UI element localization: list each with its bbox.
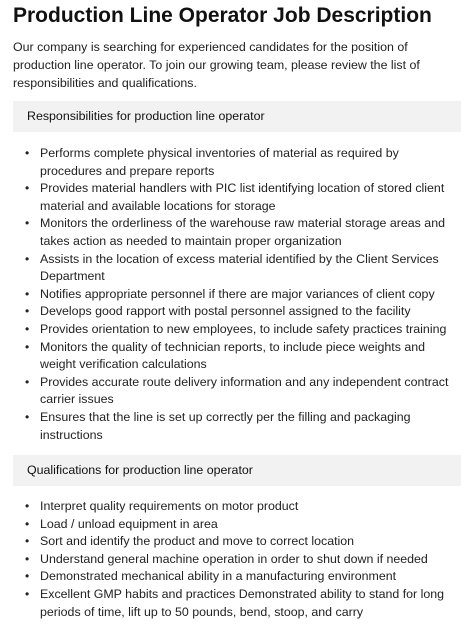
list-item <box>13 551 461 569</box>
bullet-icon: • <box>25 286 30 301</box>
list-item-text: Notifies appropriate personnel if there are major variances of client copy <box>40 286 435 301</box>
list-item-text: Ensures that the line is set up correctly per the filling and packaging instructions <box>40 409 411 442</box>
list-item-text: Provides orientation to new employees, to include safety practices training <box>40 321 447 336</box>
bullet-icon: • <box>25 339 30 354</box>
list-item-text: Demonstrated mechanical ability in a manufacturing environment <box>40 569 397 584</box>
list-item <box>13 145 461 180</box>
list-item <box>13 215 461 250</box>
list-item-text: Excellent GMP habits and practices Demonstrated ability to stand for long periods of time, lift up to 50 pounds, bend, stoop, and carry <box>40 586 445 619</box>
list-item <box>13 516 461 534</box>
list-item-text: Develops good rapport with postal personnel assigned to the facility <box>40 304 411 319</box>
list-item-text: Monitors the quality of technician reports, to include piece weights and weight verification calculations <box>40 339 426 372</box>
list-item-text: Load / unload equipment in area <box>40 516 218 531</box>
bullet-icon: • <box>25 586 30 601</box>
list-item <box>13 321 461 339</box>
bullet-icon: • <box>25 304 30 319</box>
list-item <box>13 303 461 321</box>
bullet-icon: • <box>25 569 30 584</box>
responsibilities-heading: Responsibilities for production line operator <box>13 101 461 132</box>
bullet-icon: • <box>25 251 30 266</box>
list-item <box>13 339 461 374</box>
list-item <box>13 568 461 586</box>
bullet-icon: • <box>25 321 30 336</box>
bullet-icon: • <box>25 516 30 531</box>
bullet-icon: • <box>25 216 30 231</box>
list-item <box>13 533 461 551</box>
bullet-icon: • <box>25 499 30 513</box>
bullet-icon: • <box>25 181 30 196</box>
qualifications-list <box>13 498 461 621</box>
list-item <box>13 286 461 304</box>
list-item <box>13 586 461 621</box>
list-item-text: Provides material handlers with PIC list identifying location of stored client material and available locations for storage <box>40 181 445 213</box>
bullet-icon: • <box>25 146 30 160</box>
bullet-icon: • <box>25 409 30 424</box>
list-item <box>13 251 461 286</box>
responsibilities-list <box>13 145 461 444</box>
list-item <box>13 409 461 444</box>
list-item-text: Monitors the orderliness of the warehouse raw material storage areas and takes action as needed to maintain proper organization <box>40 216 445 248</box>
bullet-icon: • <box>25 374 30 389</box>
intro-paragraph: Our company is searching for experienced candidates for the position of production line operator. To join our growing team, please review the list of responsibilities and qualifications. <box>13 40 420 90</box>
list-item-text: Provides accurate route delivery information and any independent contract carrier issues <box>40 374 449 407</box>
bullet-icon: • <box>25 551 30 566</box>
list-item <box>13 498 461 516</box>
page-title: Production Line Operator Job Description <box>13 4 432 27</box>
list-item-text: Performs complete physical inventories of material as required by procedures and prepare reports <box>40 146 399 178</box>
list-item-text: Understand general machine operation in order to shut down if needed <box>40 551 428 566</box>
list-item <box>13 374 461 409</box>
list-item-text: Interpret quality requirements on motor product <box>40 499 299 513</box>
bullet-icon: • <box>25 534 30 549</box>
qualifications-heading: Qualifications for production line operator <box>13 455 461 486</box>
list-item-text: Sort and identify the product and move to correct location <box>40 534 355 549</box>
list-item-text: Assists in the location of excess material identified by the Client Services Department <box>40 251 439 284</box>
list-item <box>13 180 461 215</box>
